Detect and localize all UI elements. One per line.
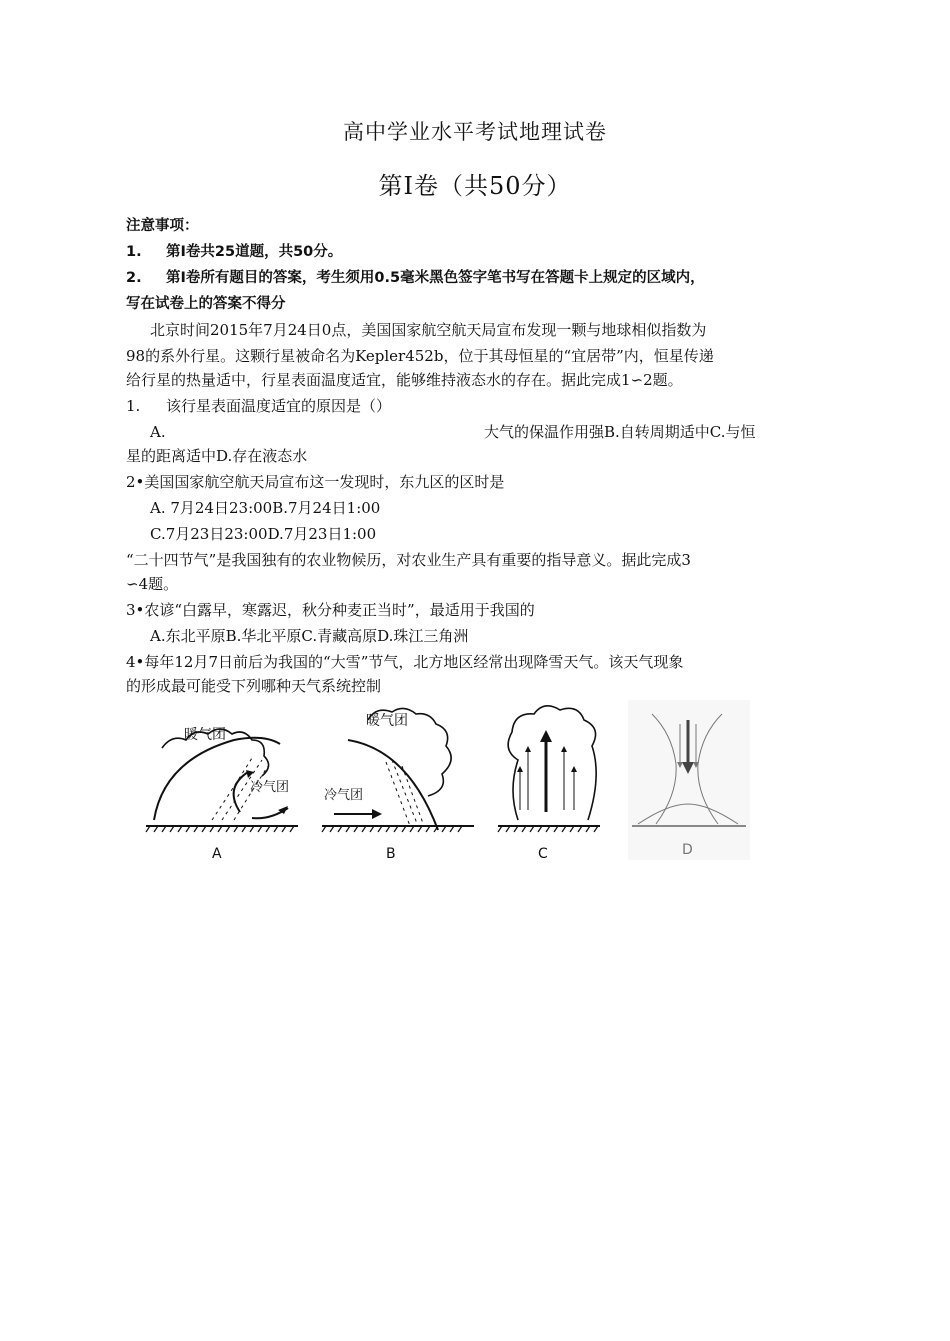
question-1-options bbox=[126, 420, 796, 444]
notice-item bbox=[126, 240, 796, 264]
passage-line: “二十四节气”是我国独有的农业物候历，对农业生产具有重要的指导意义。据此完成3 bbox=[126, 551, 691, 569]
notice-heading: 注意事项： bbox=[126, 218, 199, 234]
question-2-stem: 2•美国国家航空航天局宣布这一发现时，东九区的区时是 bbox=[126, 473, 505, 491]
question-2-options: C.7月23日23:00D.7月23日1:00 bbox=[150, 525, 377, 543]
option-a-label: A. bbox=[150, 423, 166, 441]
figure-d-sinking-air bbox=[628, 700, 750, 860]
passage-line: 给行星的热量适中，行星表面温度适宜，能够维持液态水的存在。据此完成1∽2题。 bbox=[126, 371, 683, 389]
warm-air-label: 暖气团 bbox=[184, 727, 226, 743]
notice-text: 写在试卷上的答案不得分 bbox=[126, 296, 286, 312]
question-4-stem: 的形成最可能受下列哪种天气系统控制 bbox=[126, 677, 382, 695]
cold-air-label: 冷气团 bbox=[324, 788, 364, 803]
options-text: 大气的保温作用强B.自转周期适中C.与恒 bbox=[484, 423, 756, 441]
figure-label: A bbox=[212, 846, 222, 862]
passage-line: 北京时间2015年7月24日0点，美国国家航空航天局宣布发现一颗与地球相似指数为 bbox=[150, 321, 707, 339]
notice-item-continued bbox=[126, 292, 796, 316]
figure-b-warm-front bbox=[318, 700, 478, 860]
question-3-stem: 3•农谚“白露早，寒露迟，秋分种麦正当时”，最适用于我国的 bbox=[126, 601, 535, 619]
figure-label: B bbox=[386, 846, 396, 862]
passage-line: ∽4题。 bbox=[126, 575, 179, 593]
notice-number: 1. bbox=[126, 244, 142, 260]
notice-item bbox=[126, 266, 796, 290]
question-1-stem bbox=[126, 394, 796, 418]
section-title: 第Ⅰ卷（共50分） bbox=[378, 172, 572, 200]
question-2-options: A. 7月24日23:00B.7月24日1:00 bbox=[150, 499, 381, 517]
question-1-options-continued: 星的距离适中D.存在液态水 bbox=[126, 447, 308, 465]
cold-air-label: 冷气团 bbox=[250, 780, 290, 795]
question-text: 该行星表面温度适宜的原因是（） bbox=[166, 397, 392, 415]
figure-label: C bbox=[538, 846, 548, 862]
passage-line: 98的系外行星。这颗行星被命名为Kepler452b，位于其母恒星的“宜居带”内，恒星传递 bbox=[126, 347, 714, 365]
question-number: 1. bbox=[126, 397, 141, 415]
figure-a-cold-front bbox=[142, 700, 302, 860]
question-3-options: A.东北平原B.华北平原C.青藏高原D.珠江三角洲 bbox=[150, 627, 469, 645]
question-4-stem: 4•每年12月7日前后为我国的“大雪”节气，北方地区经常出现降雪天气。该天气现象 bbox=[126, 653, 684, 671]
notice-text: 第Ⅰ卷共25道题，共50分。 bbox=[166, 244, 343, 260]
exam-title: 高中学业水平考试地理试卷 bbox=[343, 120, 607, 144]
figure-c-rising-air bbox=[494, 700, 610, 860]
notice-number: 2. bbox=[126, 270, 142, 286]
warm-air-label: 暖气团 bbox=[366, 713, 408, 729]
figure-label: D bbox=[682, 842, 693, 858]
notice-text: 第Ⅰ卷所有题目的答案，考生须用0.5毫米黑色签字笔书写在答题卡上规定的区域内， bbox=[166, 270, 705, 286]
